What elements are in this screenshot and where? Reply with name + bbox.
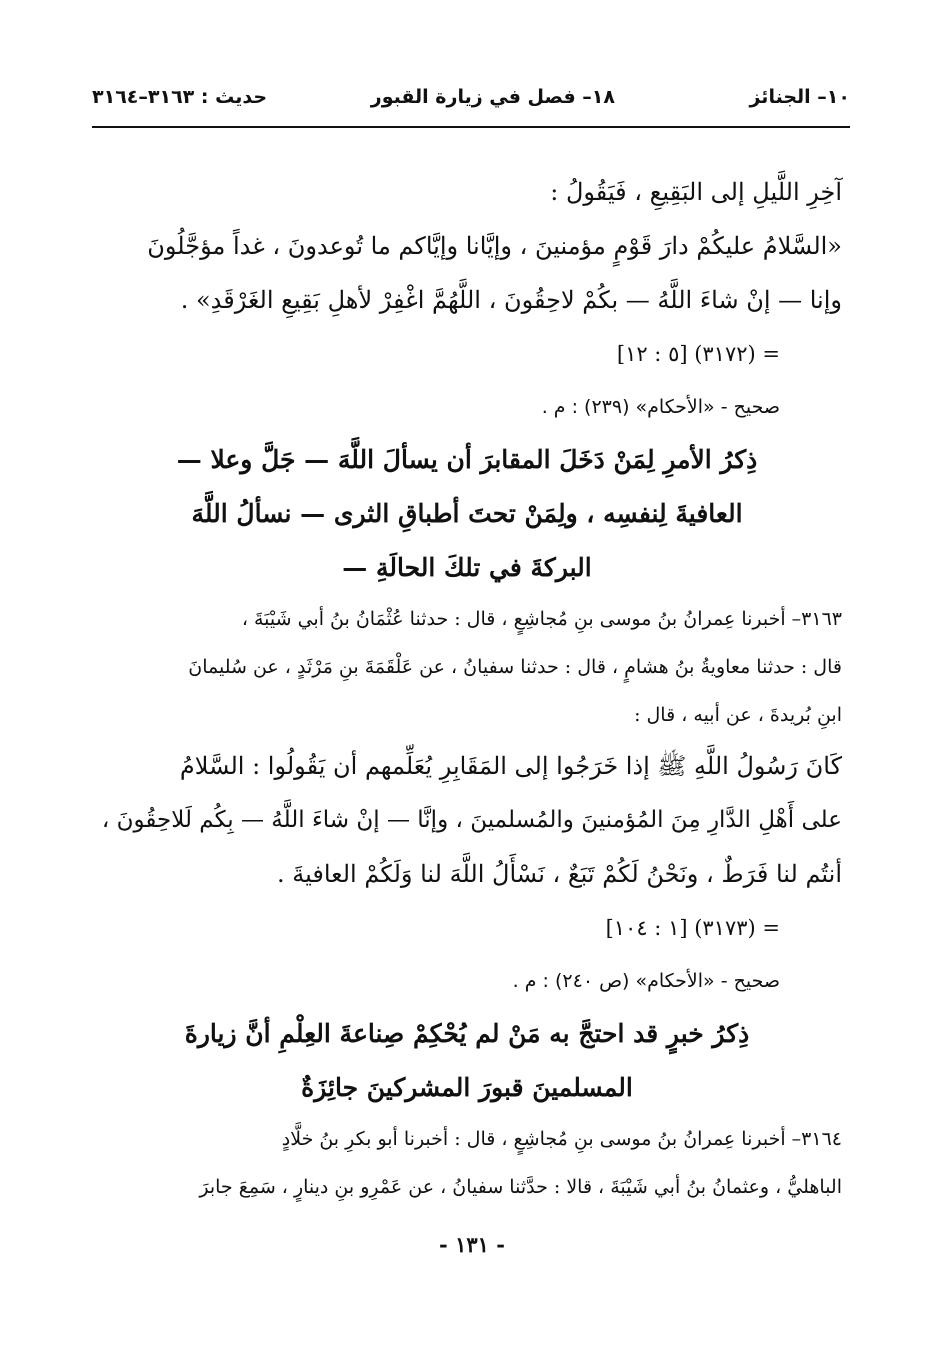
matn-line: كَانَ رَسُولُ اللَّهِ ﷺ إذا خَرَجُوا إلى المَقَابِرِ يُعَلِّمهم أن يَقُولُوا : السَّلامُ (179, 752, 842, 780)
isnad-line: ٣١٦٣– أخبرنا عِمرانُ بنُ موسى بنِ مُجاشِعٍ ، قال : حدثنا عُثْمَانُ بنُ أبي شَيْبَةَ ، (241, 608, 842, 630)
hadith-grade: صحيح - «الأحكام» (٢٣٩) : م . (541, 396, 780, 418)
cross-reference: = (٣١٧٣) [١ : ١٠٤] (605, 916, 780, 940)
header-chapter-title: ١٨– فصل في زيارة القبور (370, 86, 615, 108)
page-body (92, 165, 842, 1211)
isnad-line: قال : حدثنا معاويةُ بنُ هشامٍ ، قال : حدثنا سفيانُ ، عن عَلْقَمَةَ بنِ مَرْثَدٍ ، عن سُليمانَ (188, 656, 842, 678)
heading-line: ذِكرُ الأمرِ لِمَنْ دَخَلَ المقابرَ أن يسألَ اللَّهَ — جَلَّ وعلا — (176, 445, 758, 474)
heading-line: المسلمينَ قبورَ المشركينَ جائِزَةٌ (301, 1073, 633, 1102)
matn-line: على أَهْلِ الدَّارِ مِنَ المُؤمنينَ والمُسلمينَ ، وإنَّا — إنْ شاءَ اللَّهُ — بِكُم لَلاحِقُونَ ، (101, 807, 842, 833)
hadith-grade: صحيح - «الأحكام» (ص ٢٤٠) : م . (512, 970, 780, 992)
heading-line: ذِكرُ خبرٍ قد احتجَّ به مَنْ لم يُحْكِمْ صِناعةَ العِلْمِ أنَّ زيارةَ (184, 1019, 750, 1048)
page-number: - ١٣١ - (439, 1232, 505, 1257)
isnad-line: ابنِ بُريدةَ ، عن أبيه ، قال : (634, 704, 842, 726)
header-hadith-range: حديث : ٣١٦٣–٣١٦٤ (92, 86, 268, 108)
section-heading (92, 1007, 842, 1115)
isnad-block (92, 595, 842, 739)
isnad-line: ٣١٦٤– أخبرنا عِمرانُ بنُ موسى بنِ مُجاشِعٍ ، قال : أخبرنا أبو بكرِ بنُ خلَّادٍ (281, 1128, 842, 1150)
cross-reference: = (٣١٧٢) [٥ : ١٢] (616, 342, 780, 366)
matn-block (92, 739, 842, 901)
isnad-block (92, 1115, 842, 1211)
text-line: وإنا — إنْ شاءَ اللَّهُ — بكُمْ لاحِقُونَ ، اللَّهُمَّ اغْفِرْ لأهلِ بَقِيعِ الغَرْقَدِ» . (180, 286, 842, 314)
matn-line: أنتُم لنا فَرَطٌ ، ونَحْنُ لَكُمْ تَبَعٌ ، نَسْأَلُ اللَّهَ لنا وَلَكُمْ العافيةَ . (277, 860, 842, 888)
text-line: آخِرِ اللَّيلِ إلى البَقِيعِ ، فَيَقُولُ : (550, 178, 842, 206)
heading-line: العافيةَ لِنفسِه ، ولِمَنْ تحتَ أطباقِ الثرى — نسألُ اللَّهَ (191, 499, 743, 528)
heading-line: البركةَ في تلكَ الحالَةِ — (342, 553, 592, 582)
section-heading (92, 433, 842, 595)
running-header (92, 86, 850, 120)
text-line: «السَّلامُ عليكُمْ دارَ قَوْمٍ مؤمنينَ ، وإيَّانا وإيَّاكم ما تُوعدونَ ، غداً مؤجَّلُونَ (147, 232, 842, 260)
header-divider (92, 126, 850, 128)
isnad-line: الباهليُّ ، وعثمانُ بنُ أبي شَيْبَةَ ، قالا : حدَّثنا سفيانُ ، عن عَمْرِو بنِ دينارٍ ، سَمِعَ جابرَ (199, 1176, 842, 1198)
header-book-title: ١٠– الجنائز (749, 86, 850, 108)
continued-text (92, 165, 842, 327)
